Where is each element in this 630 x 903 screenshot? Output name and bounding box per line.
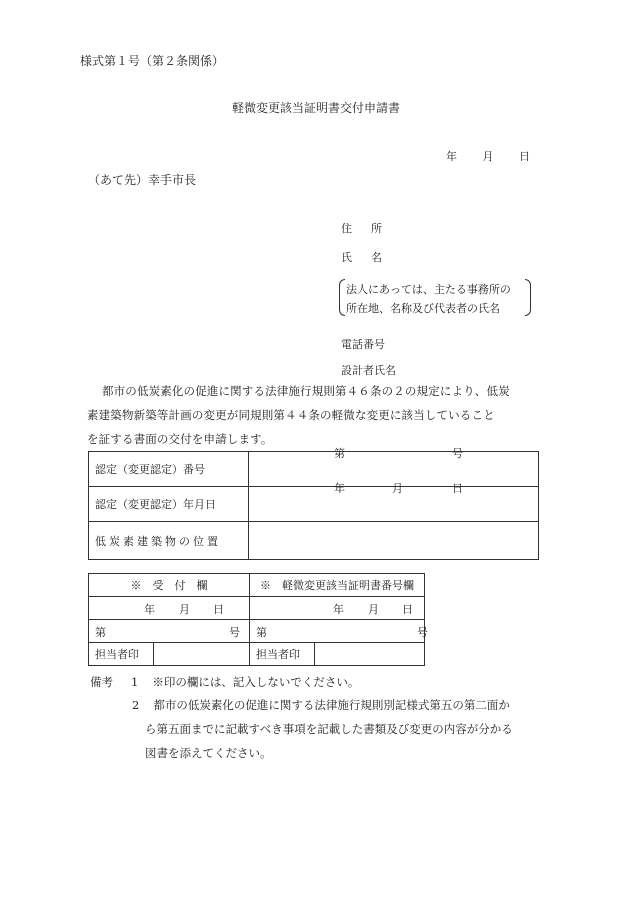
name-label — [341, 249, 382, 265]
table-row — [89, 487, 539, 522]
date-year: 年 — [446, 150, 457, 163]
receipt-day: 日 — [213, 603, 224, 616]
corp-note-line1: 法人にあっては、主たる事務所の — [346, 283, 511, 296]
left-bracket — [339, 279, 345, 316]
date-month: 月 — [482, 150, 494, 163]
application-date — [446, 148, 530, 164]
table-row — [89, 643, 425, 666]
corporation-note — [339, 279, 531, 316]
certification-number-label: 認定（変更認定）番号 — [89, 452, 249, 487]
note-2-text-line3: 図書を添えてください。 — [145, 746, 272, 760]
certification-date-label: 認定（変更認定）年月日 — [89, 487, 249, 522]
phone-label: 電話番号 — [341, 338, 385, 351]
form-number: 様式第１号（第２条関係） — [80, 54, 225, 68]
certificate-year: 年 — [333, 603, 344, 616]
receipt-month: 月 — [179, 603, 190, 616]
certificate-number-prefix: 第 — [256, 626, 267, 639]
receipt-date-cell[interactable] — [89, 597, 250, 620]
receipt-person-seal-field[interactable] — [154, 643, 250, 666]
certificate-number-suffix: 号 — [417, 626, 428, 639]
certificate-person-label: 担当者印 — [250, 643, 315, 666]
cert-date-month: 月 — [392, 482, 403, 495]
notes-label: 備考 — [90, 675, 113, 689]
address-label-char2: 所 — [371, 222, 382, 235]
note-2-text-line2: ら第五面までに記載すべき事項を記載した書類及び変更の内容が分かる — [145, 722, 513, 736]
number-prefix: 第 — [334, 447, 345, 460]
receipt-number-prefix: 第 — [95, 626, 106, 639]
designer-name-label: 設計者氏名 — [341, 364, 396, 377]
note-1 — [90, 674, 359, 690]
receipt-table — [88, 573, 428, 666]
table-row — [89, 597, 425, 620]
note-1-number: 1 — [131, 675, 139, 689]
certification-date-field[interactable] — [249, 482, 539, 522]
cert-date-day: 日 — [452, 482, 463, 495]
date-day: 日 — [519, 150, 530, 163]
corp-note-line2: 所在地、名称及び代表者の氏名 — [346, 302, 500, 315]
receipt-number-suffix: 号 — [229, 626, 240, 639]
receipt-column-header: ※ 受 付 欄 — [89, 574, 250, 597]
body-text-line2: 素建築物新築等計画の変更が同規則第４４条の軽微な変更に該当していること — [87, 408, 495, 422]
name-label-char1: 氏 — [341, 251, 352, 264]
note-2-text-line1: 都市の低炭素化の促進に関する法律施行規則別記様式第五の第二面か — [153, 698, 510, 712]
body-text-line1: 都市の低炭素化の促進に関する法律施行規則第４６条の２の規定により、低炭 — [102, 384, 510, 398]
certificate-day: 日 — [402, 603, 413, 616]
addressee: （あて先）幸手市長 — [88, 173, 197, 187]
name-label-char2: 名 — [371, 251, 382, 264]
address-label-char1: 住 — [341, 222, 352, 235]
note-2 — [90, 697, 510, 713]
cert-date-year: 年 — [334, 482, 345, 495]
table-row — [89, 522, 539, 560]
note-1-text: ※印の欄には、記入しないでください。 — [152, 675, 360, 689]
receipt-number-cell[interactable] — [89, 620, 250, 643]
table-row — [89, 452, 539, 487]
certificate-number-cell[interactable] — [250, 620, 428, 643]
body-text-line3: を証する書面の交付を申請します。 — [87, 432, 273, 446]
address-label — [341, 220, 382, 236]
certificate-month: 月 — [368, 603, 379, 616]
table-row — [89, 620, 425, 643]
certificate-person-seal-field[interactable] — [315, 643, 425, 666]
building-location-field[interactable] — [249, 522, 539, 560]
certification-table — [88, 447, 539, 560]
table-row — [89, 574, 425, 597]
right-bracket — [525, 279, 531, 316]
note-2-number: 2 — [132, 698, 140, 712]
certificate-date-cell[interactable] — [250, 597, 425, 620]
number-suffix: 号 — [452, 447, 463, 460]
document-title: 軽微変更該当証明書交付申請書 — [232, 101, 401, 115]
receipt-person-label: 担当者印 — [89, 643, 154, 666]
certificate-number-column-header: ※ 軽微変更該当証明書番号欄 — [250, 574, 425, 597]
building-location-label: 低炭素建築物の位置 — [89, 522, 249, 560]
receipt-year: 年 — [144, 603, 155, 616]
